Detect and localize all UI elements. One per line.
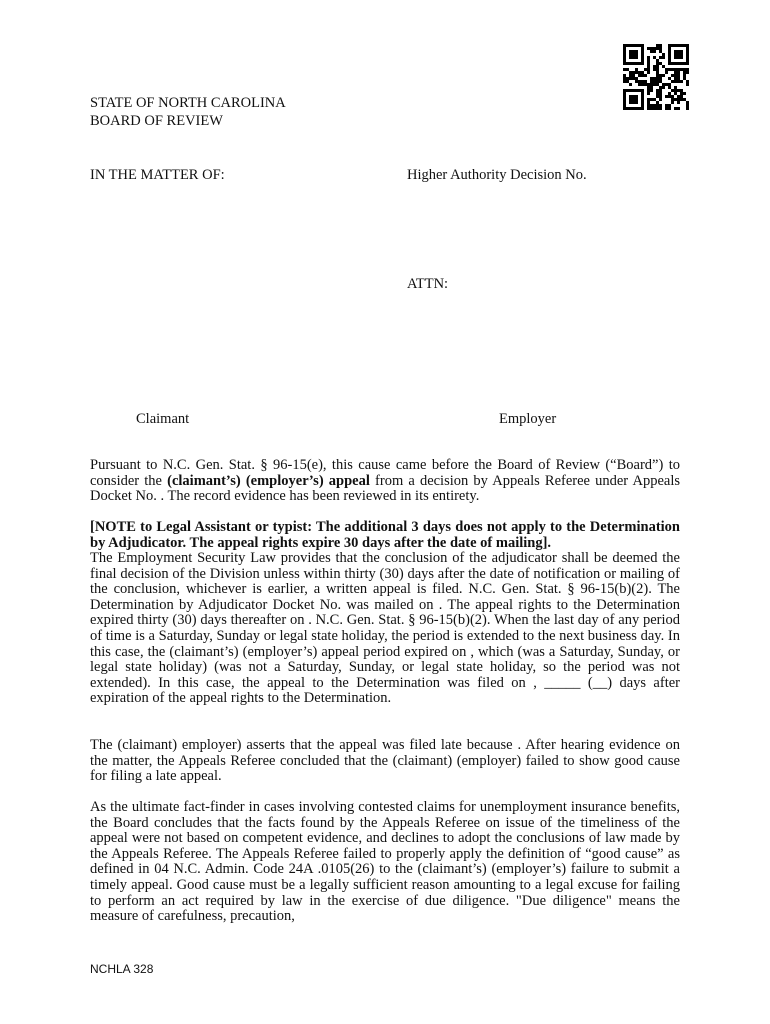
attn-label: ATTN:	[407, 276, 449, 292]
claimant-label: Claimant	[136, 411, 190, 427]
typist-note: [NOTE to Legal Assistant or typist: The additional 3 days does not apply to the Determination by Adjudicator. The appeal rights expire 30 days after the date of mailing].	[90, 519, 680, 551]
form-number-footer: NCHLA 328	[90, 962, 154, 976]
employer-label: Employer	[499, 411, 557, 427]
paragraph-late-appeal-text: The (claimant) employer) asserts that the appeal was filed late because . After hearing evidence on the matter, the Appeals Referee concluded that the (claimant) (employer) failed to show good cause for filing a late appeal.	[90, 737, 680, 785]
board-title: BOARD OF REVIEW	[90, 113, 223, 129]
state-title: STATE OF NORTH CAROLINA	[90, 95, 286, 111]
qr-code-image	[623, 44, 689, 110]
paragraph-pursuant-text-a: Pursuant to N.C. Gen. Stat. § 96-15(e), this cause came before the Board of Review (“Board”) to consider the	[90, 457, 680, 489]
paragraph-employment-security-law	[90, 551, 680, 707]
paragraph-pursuant-bold: (claimant’s) (employer’s) appeal	[167, 472, 370, 489]
paragraph-employment-security-law-text: The Employment Security Law provides that the conclusion of the adjudicator shall be deemed the final decision of the Division unless within thirty (30) days after the date of notification or mailing of the conclusion, whichever is earlier, a written appeal is filed. N.C. Gen. Stat. § 96-15(b)(2). The Determination by Adjudicator Docket No. was mailed on . The appeal rights to the Determination expired thirty (30) days thereafter on . N.C. Gen. Stat. § 96-15(b)(2). When the last day of any period of time is a Saturday, Sunday or legal state holiday, the period is extended to the next business day. In this case, the (claimant’s) (employer’s) appeal period expired on , which (was a Saturday, Sunday, or legal state holiday) (was not a Saturday, Sunday, or legal state holiday, so the period was not extended). In this case, the appeal to the Determination was filed on , _____ (__) days after expiration of the appeal rights to the Determination.	[90, 550, 680, 707]
paragraph-pursuant-text-c: from a decision by Appeals Referee under Appeals Docket No. . The record evidence has been reviewed in its entirety.	[90, 472, 680, 505]
paragraph-pursuant	[90, 458, 680, 505]
decision-number-label: Higher Authority Decision No.	[407, 167, 587, 183]
paragraph-late-appeal	[90, 738, 680, 785]
header-block	[90, 94, 286, 130]
paragraph-fact-finder	[90, 800, 680, 925]
paragraph-fact-finder-text: As the ultimate fact-finder in cases involving contested claims for unemployment insurance benefits, the Board concludes that the facts found by the Appeals Referee on issue of the timeliness of the appeal were not based on competent evidence, and declines to adopt the conclusions of law made by the Appeals Referee. The Appeals Referee failed to properly apply the definition of “good cause” as defined in 04 N.C. Admin. Code 24A .0105(26) to the (claimant’s) (employer’s) failure to submit a timely appeal. Good cause must be a legally sufficient reason amounting to a legal excuse for failing to perform an act required by law in the exercise of due diligence. "Due diligence" means the measure of carefulness, precaution,	[90, 799, 680, 925]
matter-label: IN THE MATTER OF:	[90, 167, 225, 183]
